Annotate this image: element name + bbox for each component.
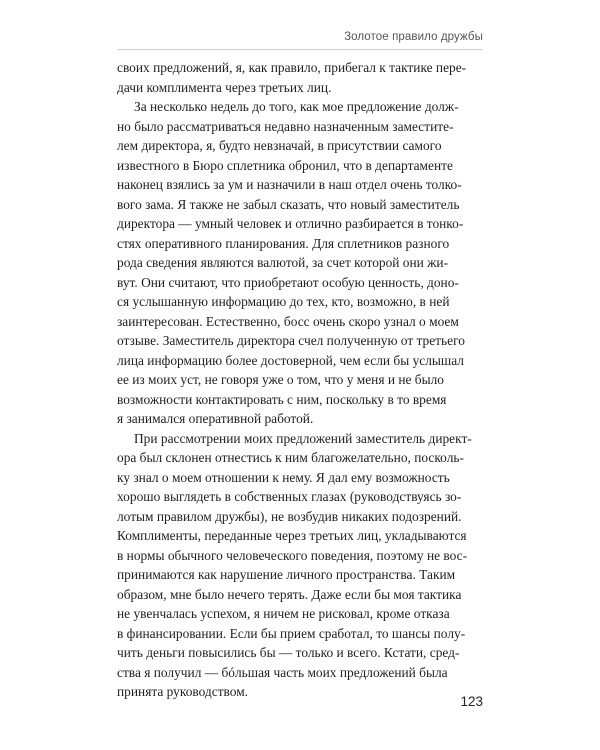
text-line: ора был склонен отнестись к ним благожелательно, посколь- [117,450,464,465]
text-line: отзыве. Заместитель директора счел полученную от третьего [117,333,465,348]
text-line: известного в Бюро сплетника обронил, что в департаменте [117,157,453,173]
text-line: не увенчалась успехом, я ничем не рисковал, кроме отказа [117,606,450,621]
text-line: вого зама. Я также не забыл сказать, что новый заместитель [117,196,460,212]
text-line: образом, мне было нечего терять. Даже если бы моя тактика [117,586,462,602]
text-line: ства я получил — бóльшая часть моих предложений была [117,664,448,680]
text-line: Комплименты, переданные через третьих лиц, укладываются [117,528,467,543]
text-line: в нормы обычного человеческого поведения, поэтому не вос- [117,547,468,563]
text-line: рода сведения являются валютой, за счет которой они жи- [117,255,449,270]
text-line: заинтересован. Естественно, босс очень скоро узнал о моем [117,313,459,329]
running-header: Золотое правило дружбы [344,31,483,43]
page-number: 123 [460,694,483,709]
text-line: я занимался оперативной работой. [117,411,314,426]
body-text [117,58,483,702]
text-line: стях оперативного планирования. Для сплетников разного [117,235,450,251]
text-line: вут. Они считают, что приобретают особую ценность, доно- [117,274,459,290]
text-line: принята руководством. [117,684,249,699]
text-line: ее из моих уст, не говоря уже о том, что у меня и не было [117,372,444,387]
text-line: ся услышанную информацию до тех, кто, возможно, в ней [117,294,450,309]
text-line: За несколько недель до того, как мое предложение долж- [134,99,459,114]
text-line: ку знал о моем отношении к нему. Я дал ему возможность [117,469,450,485]
text-line: в финансировании. Если бы прием сработал, то шансы полу- [117,625,466,641]
text-line: возможности контактировать с ним, поскольку в то время [117,391,447,407]
header-divider [117,49,483,50]
text-line: лотым правилом дружбы), не возбудив никаких подозрений. [117,508,462,524]
text-line: чить деньги повысились бы — только и всего. Кстати, сред- [117,645,460,660]
text-line: принимаются как нарушение личного пространства. Таким [117,567,456,582]
text-line: директора — умный человек и отлично разбирается в тонко- [117,216,464,231]
text-line: дачи комплимента через третьих лиц. [117,79,332,95]
text-line: своих предложений, я, как правило, прибегал к тактике пере- [117,60,467,75]
text-line: наконец взялись за ум и назначили в наш отдел очень толко- [117,177,462,192]
text-line: лем директора, я, будто невзначай, в присутствии самого [117,138,442,153]
text-line: но было рассматриваться недавно назначенным заместите- [117,118,454,134]
text-line: хорошо выглядеть в собственных глазах (руководствуясь зо- [117,489,462,504]
text-line: При рассмотрении моих предложений заместитель директ- [134,430,472,446]
text-line: лица информацию более достоверной, чем если бы услышал [117,352,464,368]
